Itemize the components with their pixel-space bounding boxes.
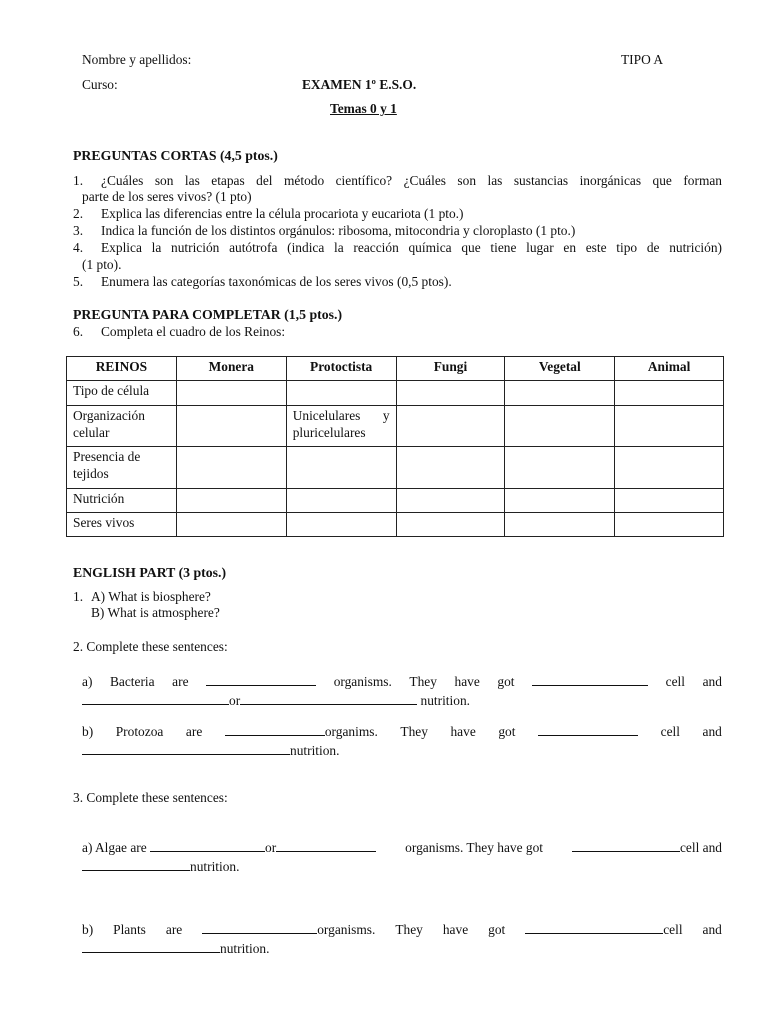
sentence-2b	[82, 722, 722, 760]
question-1-text-cont: parte de los seres vivos? (1 pto)	[82, 189, 252, 204]
answer-blank[interactable]	[532, 672, 648, 686]
english-q1-b: B) What is atmosphere?	[91, 605, 220, 620]
answer-blank[interactable]	[525, 920, 663, 934]
sentence-word: b)	[82, 922, 94, 937]
table-cell[interactable]	[396, 447, 505, 489]
sentence-word: organisms. They have got	[405, 840, 544, 855]
table-row	[67, 406, 724, 447]
table-header: REINOS	[67, 357, 177, 381]
exam-title: EXAMEN 1º E.S.O.	[302, 77, 417, 92]
sentence-word: nutrition.	[190, 859, 240, 874]
question-3-text: Indica la función de los distintos orgánulos: ribosoma, mitocondria y cloroplasto (1 pto.)	[101, 223, 576, 238]
exam-type: TIPO A	[621, 52, 664, 67]
sentence-word: are	[172, 674, 189, 689]
table-cell[interactable]	[176, 513, 286, 537]
sentence-word: nutrition.	[220, 941, 270, 956]
sentence-word: cell	[665, 674, 685, 689]
sentence-word: Plants	[113, 922, 146, 937]
table-cell[interactable]	[176, 406, 286, 447]
sentence-word: They	[400, 724, 428, 739]
sentence-word: cell	[663, 922, 683, 937]
row-label: Organización celular	[67, 406, 177, 447]
table-cell[interactable]	[396, 381, 505, 406]
answer-blank[interactable]	[240, 691, 417, 705]
table-cell[interactable]	[176, 381, 286, 406]
table-cell[interactable]	[286, 381, 396, 406]
table-row	[67, 447, 724, 489]
table-cell[interactable]	[396, 406, 505, 447]
answer-blank[interactable]	[572, 838, 680, 852]
complete-question-title: PREGUNTA PARA COMPLETAR (1,5 ptos.)	[73, 307, 343, 322]
question-2-number: 2.	[73, 206, 84, 221]
sentence-word: organisms.	[317, 922, 376, 937]
sentence-word: nutrition.	[420, 693, 470, 708]
question-6-number: 6.	[73, 324, 84, 339]
sentence-word: Protozoa	[115, 724, 164, 739]
sentence-word: cell and	[679, 840, 722, 855]
english-q3-text: 3. Complete these sentences:	[73, 790, 228, 805]
sentence-word: They	[395, 922, 423, 937]
sentence-word: a) Algae are	[82, 840, 147, 855]
table-cell[interactable]: Unicelulares y pluricelulares	[286, 406, 396, 447]
answer-blank[interactable]	[206, 672, 316, 686]
answer-blank[interactable]	[82, 857, 190, 871]
table-row	[67, 513, 724, 537]
question-5-text: Enumera las categorías taxonómicas de los seres vivos (0,5 ptos).	[101, 274, 452, 289]
answer-blank[interactable]	[276, 838, 376, 852]
question-1-number: 1.	[73, 173, 84, 188]
row-label: Tipo de célula	[67, 381, 177, 406]
row-label: Nutrición	[67, 489, 177, 513]
english-q2-text: 2. Complete these sentences:	[73, 639, 228, 654]
answer-blank[interactable]	[82, 939, 220, 953]
table-row	[67, 489, 724, 513]
sentence-word: and	[702, 922, 722, 937]
table-cell[interactable]	[615, 513, 724, 537]
sentence-word: have	[450, 724, 476, 739]
sentence-word: or	[265, 840, 277, 855]
sentence-word: got	[488, 922, 506, 937]
table-cell[interactable]	[396, 513, 505, 537]
sentence-word: have	[454, 674, 480, 689]
sentence-word: have	[442, 922, 469, 937]
question-4-text: Explica la nutrición autótrofa (indica la reacción química que tiene lugar en este tipo de nutrición)	[101, 240, 722, 255]
sentence-word: got	[498, 724, 516, 739]
answer-blank[interactable]	[538, 722, 638, 736]
answer-blank[interactable]	[82, 741, 290, 755]
question-6-text: Completa el cuadro de los Reinos:	[101, 324, 286, 339]
short-questions-title: PREGUNTAS CORTAS (4,5 ptos.)	[73, 148, 278, 163]
question-4-number: 4.	[73, 240, 84, 255]
question-4-text-cont: (1 pto).	[82, 257, 122, 272]
table-header: Vegetal	[505, 357, 615, 381]
table-row	[67, 381, 724, 406]
sentence-word: organisms.	[333, 674, 392, 689]
table-cell[interactable]	[505, 513, 615, 537]
table-cell[interactable]	[176, 489, 286, 513]
answer-blank[interactable]	[225, 722, 325, 736]
table-cell[interactable]	[615, 381, 724, 406]
sentence-word: b)	[82, 724, 94, 739]
table-header-row	[67, 357, 724, 381]
sentence-word: and	[702, 724, 722, 739]
table-cell[interactable]	[615, 447, 724, 489]
sentence-word: They	[409, 674, 437, 689]
sentence-2a	[82, 672, 722, 710]
english-part-title: ENGLISH PART (3 ptos.)	[73, 565, 227, 580]
table-header: Animal	[615, 357, 724, 381]
table-cell[interactable]	[615, 489, 724, 513]
exam-topics: Temas 0 y 1	[330, 101, 397, 116]
sentence-3a	[82, 838, 722, 876]
sentence-word: a)	[82, 674, 93, 689]
sentence-word: are	[185, 724, 203, 739]
table-cell[interactable]	[505, 489, 615, 513]
row-label: Seres vivos	[67, 513, 177, 537]
kingdoms-table	[66, 356, 724, 537]
question-5-number: 5.	[73, 274, 84, 289]
sentence-word: or	[229, 693, 241, 708]
sentence-word: got	[497, 674, 515, 689]
table-header: Monera	[176, 357, 286, 381]
table-header: Protoctista	[286, 357, 396, 381]
name-label: Nombre y apellidos:	[82, 52, 192, 67]
sentence-word: cell	[660, 724, 680, 739]
table-cell[interactable]	[615, 406, 724, 447]
table-cell[interactable]	[286, 489, 396, 513]
table-cell[interactable]	[286, 447, 396, 489]
sentence-word: and	[702, 674, 722, 689]
question-1-text: ¿Cuáles son las etapas del método científico? ¿Cuáles son las sustancias inorgánicas que forman	[101, 173, 722, 188]
answer-blank[interactable]	[82, 691, 229, 705]
table-cell[interactable]	[505, 381, 615, 406]
table-cell[interactable]	[505, 406, 615, 447]
english-q1-number: 1.	[73, 589, 84, 604]
table-cell[interactable]	[176, 447, 286, 489]
question-2-text: Explica las diferencias entre la célula procariota y eucariota (1 pto.)	[101, 206, 464, 221]
answer-blank[interactable]	[150, 838, 265, 852]
table-cell[interactable]	[505, 447, 615, 489]
table-header: Fungi	[396, 357, 505, 381]
sentence-word: organims.	[324, 724, 378, 739]
english-q1-a: A) What is biosphere?	[91, 589, 211, 604]
answer-blank[interactable]	[202, 920, 317, 934]
sentence-3b	[82, 920, 722, 958]
sentence-word: nutrition.	[290, 743, 340, 758]
table-cell[interactable]	[396, 489, 505, 513]
question-3-number: 3.	[73, 223, 84, 238]
row-label: Presencia de tejidos	[67, 447, 177, 489]
course-label: Curso:	[82, 77, 118, 92]
sentence-word: are	[165, 922, 183, 937]
sentence-word: Bacteria	[109, 674, 155, 689]
table-cell[interactable]	[286, 513, 396, 537]
